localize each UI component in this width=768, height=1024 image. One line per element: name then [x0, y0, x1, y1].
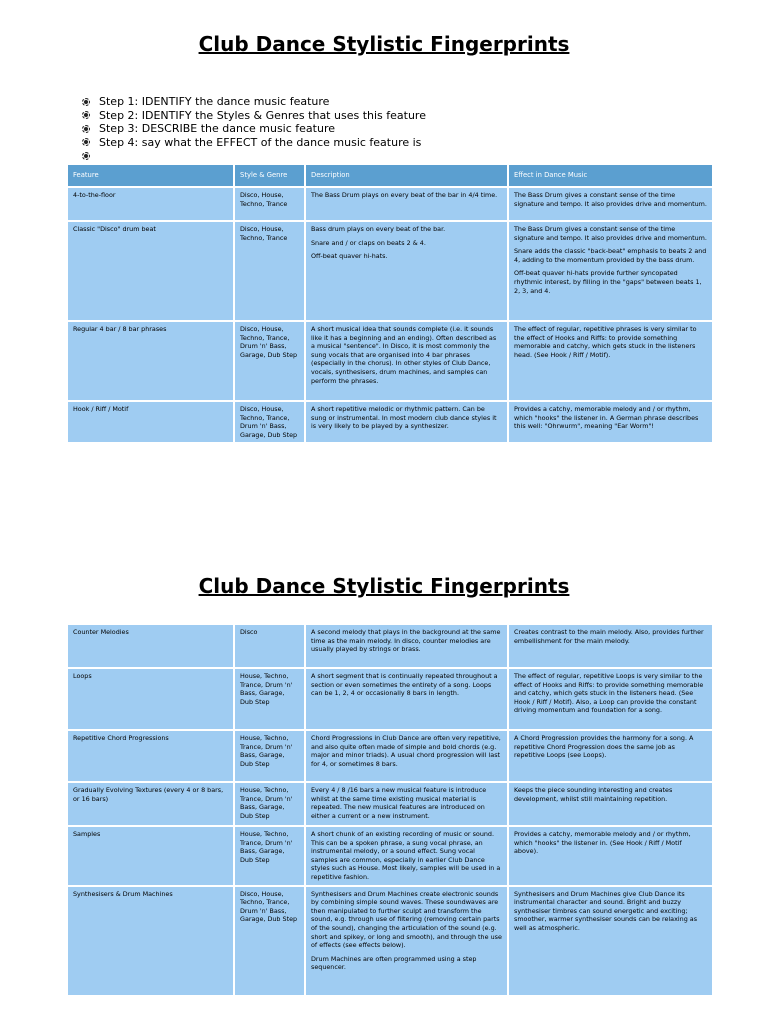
description-cell [306, 669, 507, 729]
table-header-row [68, 165, 712, 186]
feature-cell: Synthesisers & Drum Machines [68, 887, 233, 995]
style-genre-cell: Disco, House, Techno, Trance, Drum 'n' Bass, Garage, Dub Step [235, 887, 304, 995]
description-cell-paragraph: A short segment that is continually repeated throughout a section or even sometimes the entirety of a song. Loops can be 1, 2, 4 or occasionally 8 bars in length. [311, 672, 498, 698]
step-item [82, 109, 426, 123]
effect-cell [509, 669, 712, 729]
table-row [68, 887, 712, 995]
description-cell-paragraph: A short chunk of an existing recording of music or sound. This can be a spoken phrase, a sung vocal phrase, an instrumental melody, or a sound effect. Sung vocal samples are common, especially in earlier Club Dance styles such as House. Most likely, samples will be used in a repetitive fashion. [311, 830, 501, 881]
step-item [82, 95, 426, 109]
description-cell [306, 222, 507, 320]
feature-cell: Gradually Evolving Textures (every 4 or 8 bars, or 16 bars) [68, 783, 233, 825]
feature-cell: Loops [68, 669, 233, 729]
feature-cell: Regular 4 bar / 8 bar phrases [68, 322, 233, 400]
style-genre-cell: Disco [235, 625, 304, 667]
effect-cell [509, 783, 712, 825]
feature-cell: 4-to-the-floor [68, 188, 233, 220]
table-row [68, 783, 712, 825]
effect-cell-paragraph: Off-beat quaver hi-hats provide further syncopated rhythmic interest, by filling in the "gaps" between beats 1, 2, 3, and 4. [514, 269, 702, 295]
step-item [82, 149, 426, 163]
description-cell-paragraph: A short repetitive melodic or rhythmic pattern. Can be sung or instrumental. In most modern club dance styles it is very likely to be played by a synthesizer. [311, 405, 497, 431]
steps-list [82, 95, 426, 163]
style-genre-cell: House, Techno, Trance, Drum 'n' Bass, Garage, Dub Step [235, 731, 304, 781]
description-cell-paragraph: Every 4 / 8 /16 bars a new musical feature is introduce whilst at the same time existing musical material is repeated. The new musical features are introduced on either a current or a new instrument. [311, 786, 487, 820]
effect-cell [509, 827, 712, 885]
description-cell-paragraph: Drum Machines are often programmed using a step sequencer. [311, 954, 477, 972]
effect-cell-paragraph: Snare adds the classic "back-beat" emphasis to beats 2 and 4, adding to the momentum provided by the bass drum. [514, 247, 707, 264]
effect-cell [509, 887, 712, 995]
effect-cell [509, 625, 712, 667]
style-genre-cell: House, Techno, Trance, Drum 'n' Bass, Garage, Dub Step [235, 827, 304, 885]
effect-cell-paragraph: The effect of regular, repetitive phrases is very similar to the effect of Hooks and Riffs: to provide something memorable and catchy, which gets stuck in the listeners head. (See Hook / Riff / Motif). [514, 325, 697, 359]
description-cell-paragraph: A short musical idea that sounds complete (i.e. it sounds like it has a beginning and an ending). Often described as a musical "sentence". In Disco, it is most commonly the sung vocals that are organised into 4 bar phrases (especially in the chorus). In other styles of Club Dance, vocals, synthesisers, drum machines, and samples can perform the phrases. [311, 325, 497, 385]
header-style-genre: Style & Genre [235, 165, 304, 186]
effect-cell-paragraph: Provides a catchy, memorable melody and / or rhythm, which "hooks" the listener in. A German phrase describes this well: "Ohrwurm", meaning "Ear Worm"! [514, 405, 699, 431]
effect-cell [509, 402, 712, 442]
description-cell [306, 783, 507, 825]
table-row [68, 402, 712, 442]
description-cell-paragraph: Bass drum plays on every beat of the bar. [311, 225, 446, 233]
step-text: Step 1: IDENTIFY the dance music feature [99, 95, 330, 108]
step-text: Step 4: say what the EFFECT of the dance music feature is [99, 135, 422, 149]
effect-cell [509, 188, 712, 220]
description-cell [306, 887, 507, 995]
effect-cell [509, 322, 712, 400]
table-row [68, 322, 712, 400]
step-item [82, 122, 426, 136]
table-row [68, 625, 712, 667]
effect-cell-paragraph: Synthesisers and Drum Machines give Club Dance its instrumental character and sound. Bright and buzzy synthesiser timbres can sound energetic and exciting; smoother, warmer synthesiser sounds can be relaxing as well as atmospheric. [514, 889, 698, 932]
description-cell [306, 731, 507, 781]
effect-cell [509, 222, 712, 320]
effect-cell-paragraph: Provides a catchy, memorable melody and / or rhythm, which "hooks" the listener in. (See Hook / Riff / Motif above). [514, 830, 691, 856]
description-cell [306, 322, 507, 400]
header-feature: Feature [68, 165, 233, 186]
description-cell-paragraph: Synthesisers and Drum Machines create electronic sounds by combining simple sound waves. These soundwaves are then manipulated to further sculpt and transform the sound, e.g. through use of filtering (removing certain parts of the sound), changing the articulation of the sound (e.g. short and spikey, or long and smooth), and through the use of effects (see effects below). [311, 889, 502, 950]
fingerprints-table [66, 163, 714, 444]
fingerprints-table-2 [66, 623, 714, 997]
style-genre-cell: House, Techno, Trance, Drum 'n' Bass, Garage, Dub Step [235, 669, 304, 729]
flower-bullet-icon [82, 111, 90, 119]
flower-bullet-icon [82, 98, 90, 106]
flower-bullet-icon [82, 125, 90, 133]
effect-cell-paragraph: A Chord Progression provides the harmony for a song. A repetitive Chord Progression does the same job as repetitive Loops (see Loops). [514, 734, 694, 760]
feature-cell: Samples [68, 827, 233, 885]
description-cell-paragraph: Snare and / or claps on beats 2 & 4. [311, 238, 426, 247]
step-text: Step 3: DESCRIBE the dance music feature [99, 122, 335, 135]
style-genre-cell: House, Techno, Trance, Drum 'n' Bass, Garage, Dub Step [235, 783, 304, 825]
description-cell [306, 188, 507, 220]
effect-cell-paragraph: Creates contrast to the main melody. Also, provides further embellishment for the main melody. [514, 628, 704, 645]
feature-cell: Hook / Riff / Motif [68, 402, 233, 442]
description-cell-paragraph: Chord Progressions in Club Dance are often very repetitive, and also quite often made of simple and bold chords (e.g. major and minor triads). A usual chord progression will last for 4, or sometimes 8 bars. [311, 734, 501, 768]
style-genre-cell: Disco, House, Techno, Trance, Drum 'n' Bass, Garage, Dub Step [235, 322, 304, 400]
table-row [68, 827, 712, 885]
effect-cell [509, 731, 712, 781]
table-row [68, 222, 712, 320]
description-cell [306, 827, 507, 885]
effect-cell-paragraph: The Bass Drum gives a constant sense of the time signature and tempo. It also provides drive and momentum. [514, 191, 707, 208]
description-cell [306, 402, 507, 442]
feature-cell: Counter Melodies [68, 625, 233, 667]
feature-cell: Repetitive Chord Progressions [68, 731, 233, 781]
effect-cell-paragraph: The Bass Drum gives a constant sense of the time signature and tempo. It also provides drive and momentum. [514, 225, 707, 242]
step-text: Step 2: IDENTIFY the Styles & Genres that uses this feature [99, 108, 426, 122]
header-effect: Effect in Dance Music [509, 165, 712, 186]
description-cell-paragraph: The Bass Drum plays on every beat of the bar in 4/4 time. [311, 191, 498, 199]
style-genre-cell: Disco, House, Techno, Trance [235, 222, 304, 320]
feature-cell: Classic "Disco" drum beat [68, 222, 233, 320]
table-row [68, 669, 712, 729]
effect-cell-paragraph: Keeps the piece sounding interesting and creates development, whilst still maintaining repetition. [514, 786, 673, 803]
table-row [68, 188, 712, 220]
description-cell [306, 625, 507, 667]
style-genre-cell: Disco, House, Techno, Trance [235, 188, 304, 220]
table-row [68, 731, 712, 781]
description-cell-paragraph: A second melody that plays in the background at the same time as the main melody. In disco, counter melodies are usually played by strings or brass. [311, 628, 501, 654]
flower-bullet-icon [82, 138, 90, 146]
description-cell-paragraph: Off-beat quaver hi-hats. [311, 252, 388, 261]
flower-bullet-icon [82, 152, 90, 160]
style-genre-cell: Disco, House, Techno, Trance, Drum 'n' Bass, Garage, Dub Step [235, 402, 304, 442]
header-description: Description [306, 165, 507, 186]
step-item [82, 136, 426, 150]
page-title: Club Dance Stylistic Fingerprints [198, 32, 570, 56]
effect-cell-paragraph: The effect of regular, repetitive Loops is very similar to the effect of Hooks and Riffs: to provide something memorable and catchy, which gets stuck in the listeners head. (See Hook / Riff / Motif). Also, a Loop can provide the constant driving momentum and foundation for a song. [514, 672, 704, 715]
page-title-2: Club Dance Stylistic Fingerprints [198, 574, 570, 598]
